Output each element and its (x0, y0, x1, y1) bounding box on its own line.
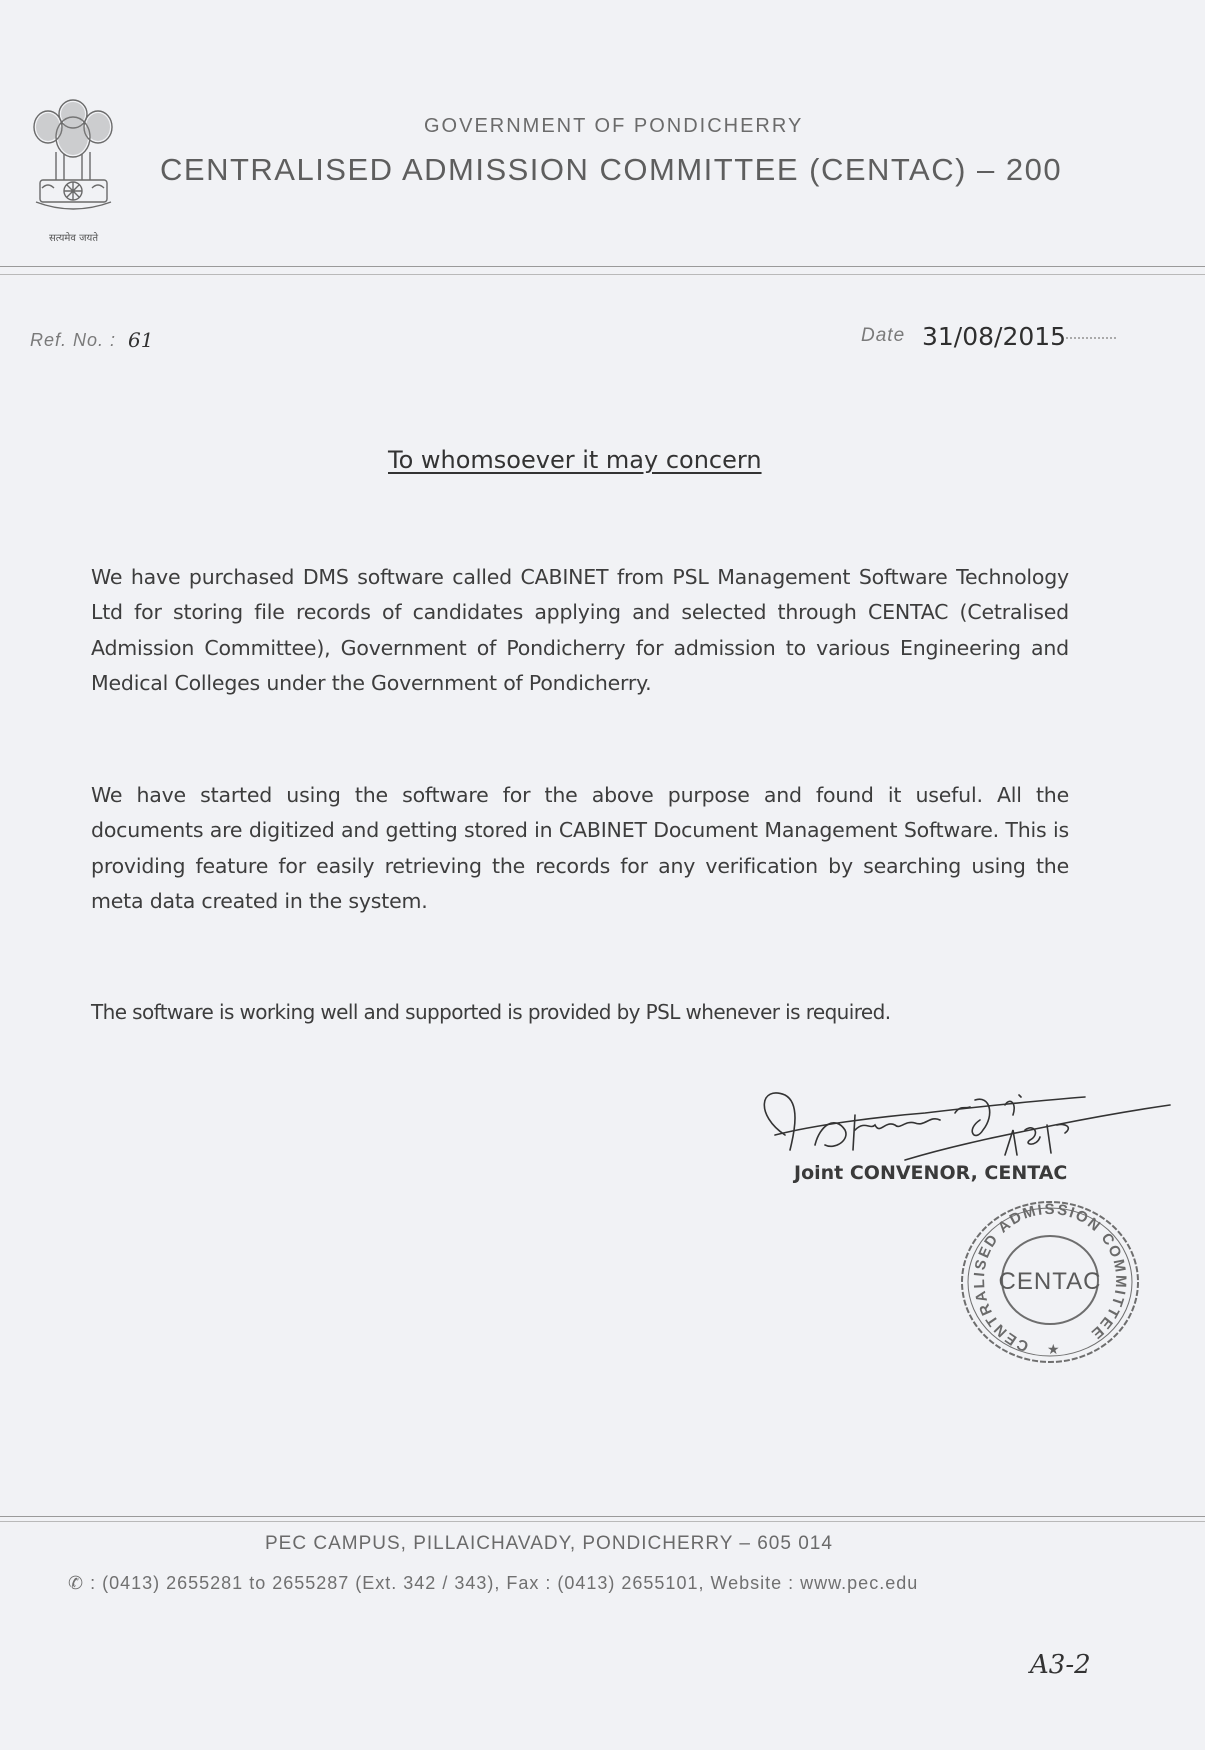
centac-seal-icon (955, 1196, 1145, 1368)
svg-text:CENTRALISED ADMISSION COMMITTE: CENTRALISED ADMISSION COMMITTEE (970, 1200, 1130, 1355)
header-divider (0, 266, 1205, 267)
stamp-center-text: CENTAC (998, 1268, 1102, 1295)
lion-capital-icon (26, 92, 121, 227)
national-emblem (26, 92, 121, 242)
body-paragraph-1: We have purchased DMS software called CABINET from PSL Management Software Technology Ltd for storing file records of candidates applying and selected through CENTAC (Cetralised Admission Committee), Government of Pondicherry for admission to various Engineering and Medical Colleges under the Government of Pondicherry. (91, 565, 1069, 695)
handwritten-annotation: A3-2 (1030, 1650, 1091, 1680)
ref-number-value: 61 (128, 328, 154, 352)
footer-contact: ✆ : (0413) 2655281 to 2655287 (Ext. 342 / 343), Fax : (0413) 2655101, Website : www.pec.edu (68, 1573, 919, 1593)
date-value: 31/08/2015 (922, 322, 1067, 351)
footer-divider-secondary (0, 1521, 1205, 1522)
government-name: GOVERNMENT OF PONDICHERRY (424, 115, 804, 137)
letter-subject: To whomsoever it may concern (388, 446, 762, 474)
ref-number-label: Ref. No. : (30, 330, 117, 350)
official-stamp (955, 1196, 1145, 1368)
signatory-title: Joint CONVENOR, CENTAC (794, 1162, 1068, 1184)
date-label: Date (861, 325, 906, 346)
footer-divider (0, 1516, 1205, 1517)
date-dotted-line (1066, 337, 1116, 339)
footer-address: PEC CAMPUS, PILLAICHAVADY, PONDICHERRY – 605 014 (265, 1533, 833, 1554)
body-paragraph-3: The software is working well and supported is provided by PSL whenever is required. (91, 1000, 891, 1024)
committee-name: CENTRALISED ADMISSION COMMITTEE (CENTAC) – 200 (160, 152, 1063, 187)
header-divider-secondary (0, 274, 1205, 275)
emblem-motto: सत्यमेव जयते (48, 233, 99, 244)
body-paragraph-2: We have started using the software for the above purpose and found it useful. All the documents are digitized and getting stored in CABINET Document Management Software. This is providing feature for easily retrieving the records for any verification by searching using the meta data created in the system. (91, 783, 1069, 913)
svg-text:★: ★ (1047, 1341, 1060, 1357)
